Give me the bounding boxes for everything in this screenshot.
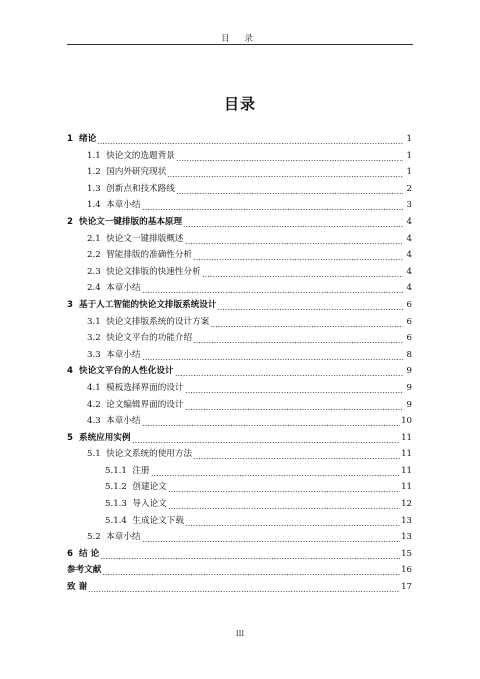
toc-entry[interactable] — [67, 264, 412, 281]
toc-entry-number: 4.1 — [87, 382, 107, 393]
toc-leader-dots — [193, 330, 403, 347]
toc-entry-title: 导入论文 — [132, 499, 167, 510]
toc-entry-page: 11 — [401, 449, 412, 460]
running-header: 目 录 — [221, 34, 259, 44]
toc-leader-dots — [185, 397, 404, 414]
toc-entry-page: 1 — [406, 134, 412, 144]
toc-entry-title: 本章小结 — [106, 283, 141, 294]
toc-entry-page: 6 — [406, 316, 412, 327]
page-title: 目录 — [223, 95, 256, 113]
toc-entry-page: 6 — [406, 333, 412, 344]
toc-leader-dots — [142, 529, 401, 546]
toc-entry-number: 5.1.4 — [105, 515, 133, 526]
toc-entry-title: 绪论 — [78, 134, 97, 144]
toc-entry-title: 快论文排版的快速性分析 — [106, 266, 201, 277]
toc-entry-page: 15 — [401, 548, 412, 559]
toc-entry-page: 6 — [406, 299, 412, 310]
toc-entry[interactable] — [67, 131, 412, 148]
toc-leader-dots — [176, 148, 403, 165]
toc-entry-title: 本章小结 — [106, 200, 141, 211]
toc-entry[interactable] — [67, 579, 412, 596]
toc-leader-dots — [176, 181, 403, 198]
toc-leader-dots — [142, 347, 403, 364]
toc-leader-dots — [175, 363, 403, 380]
toc-entry-title: 快论文排版系统的设计方案 — [106, 316, 210, 327]
toc-entry-title: 模板选择界面的设计 — [106, 382, 184, 393]
toc-entry-page: 2 — [406, 183, 412, 194]
toc-entry-number: 1.4 — [87, 200, 107, 211]
toc-entry[interactable] — [67, 546, 412, 563]
toc-entry[interactable] — [67, 562, 412, 579]
toc-entry[interactable] — [67, 479, 412, 496]
toc-entry[interactable] — [67, 314, 412, 331]
toc-entry-number: 2.4 — [87, 283, 107, 294]
toc-leader-dots — [185, 231, 404, 248]
toc-entry-number: 1.2 — [87, 167, 107, 178]
toc-entry[interactable] — [67, 297, 412, 314]
toc-entry-page: 13 — [401, 532, 412, 543]
toc-leader-dots — [185, 513, 400, 530]
toc-entry-title: 论文编辑界面的设计 — [106, 399, 184, 410]
toc-entry-number: 5 — [67, 432, 79, 443]
toc-entry-page: 13 — [401, 515, 412, 526]
toc-leader-dots — [193, 247, 403, 264]
toc-entry[interactable] — [67, 197, 412, 214]
toc-leader-dots — [102, 562, 400, 579]
toc-entry-title: 快论文一键排版的基本原理 — [78, 216, 183, 227]
toc-entry-page: 4 — [406, 250, 412, 261]
toc-entry[interactable] — [67, 247, 412, 264]
toc-leader-dots — [217, 297, 403, 314]
toc-entry[interactable] — [67, 214, 412, 231]
toc-entry-number: 6 — [67, 548, 79, 559]
toc-entry[interactable] — [67, 148, 412, 165]
toc-entry[interactable] — [67, 463, 412, 480]
toc-entry-number: 1.3 — [87, 183, 107, 194]
toc-entry[interactable] — [67, 513, 412, 530]
toc-entry-number: 3 — [67, 299, 79, 310]
toc-entry-title: 快论文系统的使用方法 — [106, 449, 193, 460]
toc-entry-title: 注册 — [132, 465, 150, 476]
toc-entry-number: 5.1 — [87, 449, 107, 460]
toc-entry-page: 4 — [406, 283, 412, 294]
toc-entry-title: 快论文的选题背景 — [106, 150, 175, 161]
toc-entry-number: 5.1.1 — [105, 465, 133, 476]
toc-entry-number: 2 — [67, 216, 79, 227]
toc-entry-number: 1 — [67, 134, 79, 144]
toc-entry[interactable] — [67, 496, 412, 513]
toc-entry-title: 创建论文 — [132, 482, 167, 493]
toc-leader-dots — [142, 280, 403, 297]
toc-entry-title: 智能排版的准确性分析 — [106, 250, 193, 261]
page-number: III — [235, 630, 245, 638]
toc-entry-number: 2.1 — [87, 233, 107, 244]
toc-entry-page: 9 — [406, 399, 412, 410]
toc-entry-number: 5.1.2 — [105, 482, 133, 493]
toc-entry-page: 1 — [406, 167, 412, 178]
toc-entry[interactable] — [67, 413, 412, 430]
toc-entry-title: 创新点和技术路线 — [106, 183, 175, 194]
toc-entry-title: 结 论 — [78, 548, 100, 559]
toc-entry-page: 9 — [406, 382, 412, 393]
toc-entry[interactable] — [67, 347, 412, 364]
toc-entry-title: 参考文献 — [67, 565, 102, 576]
toc-entry-title: 本章小结 — [106, 416, 141, 427]
toc-entry-number: 1.1 — [87, 150, 107, 161]
toc-leader-dots — [168, 496, 400, 513]
toc-entry-page: 16 — [401, 565, 412, 576]
toc-entry-title: 系统应用实例 — [78, 432, 131, 443]
toc-entry-page: 1 — [406, 150, 412, 161]
toc-entry-title: 本章小结 — [106, 349, 141, 360]
toc-entry-page: 4 — [406, 233, 412, 244]
toc-entry-title: 本章小结 — [106, 532, 141, 543]
toc-entry-page: 11 — [401, 432, 412, 443]
toc-leader-dots — [167, 164, 403, 181]
header-rule — [67, 44, 413, 45]
toc-leader-dots — [210, 314, 403, 331]
toc-entry-title: 快论文平台的人性化设计 — [78, 366, 174, 377]
toc-entry[interactable] — [67, 330, 412, 347]
toc-entry-page: 11 — [401, 482, 412, 493]
toc-entry-number: 3.1 — [87, 316, 107, 327]
toc-entry[interactable] — [67, 164, 412, 181]
toc-leader-dots — [168, 479, 400, 496]
toc-entry[interactable] — [67, 529, 412, 546]
toc-entry-number: 2.2 — [87, 250, 107, 261]
toc-entry[interactable] — [67, 446, 412, 463]
toc-entry-page: 11 — [401, 465, 412, 476]
toc-entry-page: 3 — [406, 200, 412, 211]
toc-leader-dots — [151, 463, 401, 480]
toc-leader-dots — [185, 380, 404, 397]
toc-entry-title: 致 谢 — [67, 582, 88, 593]
toc-entry-page: 4 — [406, 216, 412, 227]
toc-entry[interactable] — [67, 380, 412, 397]
toc-entry-title: 快论文一键排版概述 — [106, 233, 184, 244]
toc-entry-page: 8 — [406, 349, 412, 360]
toc-entry-page: 12 — [401, 499, 412, 510]
toc-entry-number: 3.2 — [87, 333, 107, 344]
toc-entry-page: 10 — [401, 416, 412, 427]
toc-entry[interactable] — [67, 280, 412, 297]
toc-entry-number: 5.2 — [87, 532, 107, 543]
toc-leader-dots — [142, 413, 401, 430]
toc-entry-page: 17 — [401, 582, 412, 593]
toc-entry[interactable] — [67, 430, 412, 447]
toc-leader-dots — [202, 264, 403, 281]
toc-entry[interactable] — [67, 397, 412, 414]
toc-leader-dots — [97, 131, 403, 148]
toc-leader-dots — [193, 446, 400, 463]
toc-entry-title: 基于人工智能的快论文排版系统设计 — [78, 299, 217, 310]
toc-leader-dots — [142, 197, 403, 214]
toc-entry-title: 生成论文下载 — [132, 515, 184, 526]
toc-entry[interactable] — [67, 231, 412, 248]
toc-leader-dots — [132, 430, 401, 447]
toc-entry-number: 5.1.3 — [105, 499, 133, 510]
toc-entry-page: 9 — [406, 366, 412, 377]
toc-entry-page: 4 — [406, 266, 412, 277]
toc-leader-dots — [183, 214, 403, 231]
toc-entry-number: 2.3 — [87, 266, 107, 277]
toc-entry-title: 国内外研究现状 — [106, 167, 167, 178]
toc-leader-dots — [100, 546, 400, 563]
toc-entry-title: 快论文平台的功能介绍 — [106, 333, 193, 344]
toc-entry[interactable] — [67, 363, 412, 380]
table-of-contents — [67, 131, 412, 596]
toc-entry[interactable] — [67, 181, 412, 198]
toc-leader-dots — [88, 579, 400, 596]
toc-entry-number: 3.3 — [87, 349, 107, 360]
toc-entry-number: 4 — [67, 366, 79, 377]
toc-entry-number: 4.3 — [87, 416, 107, 427]
toc-entry-number: 4.2 — [87, 399, 107, 410]
